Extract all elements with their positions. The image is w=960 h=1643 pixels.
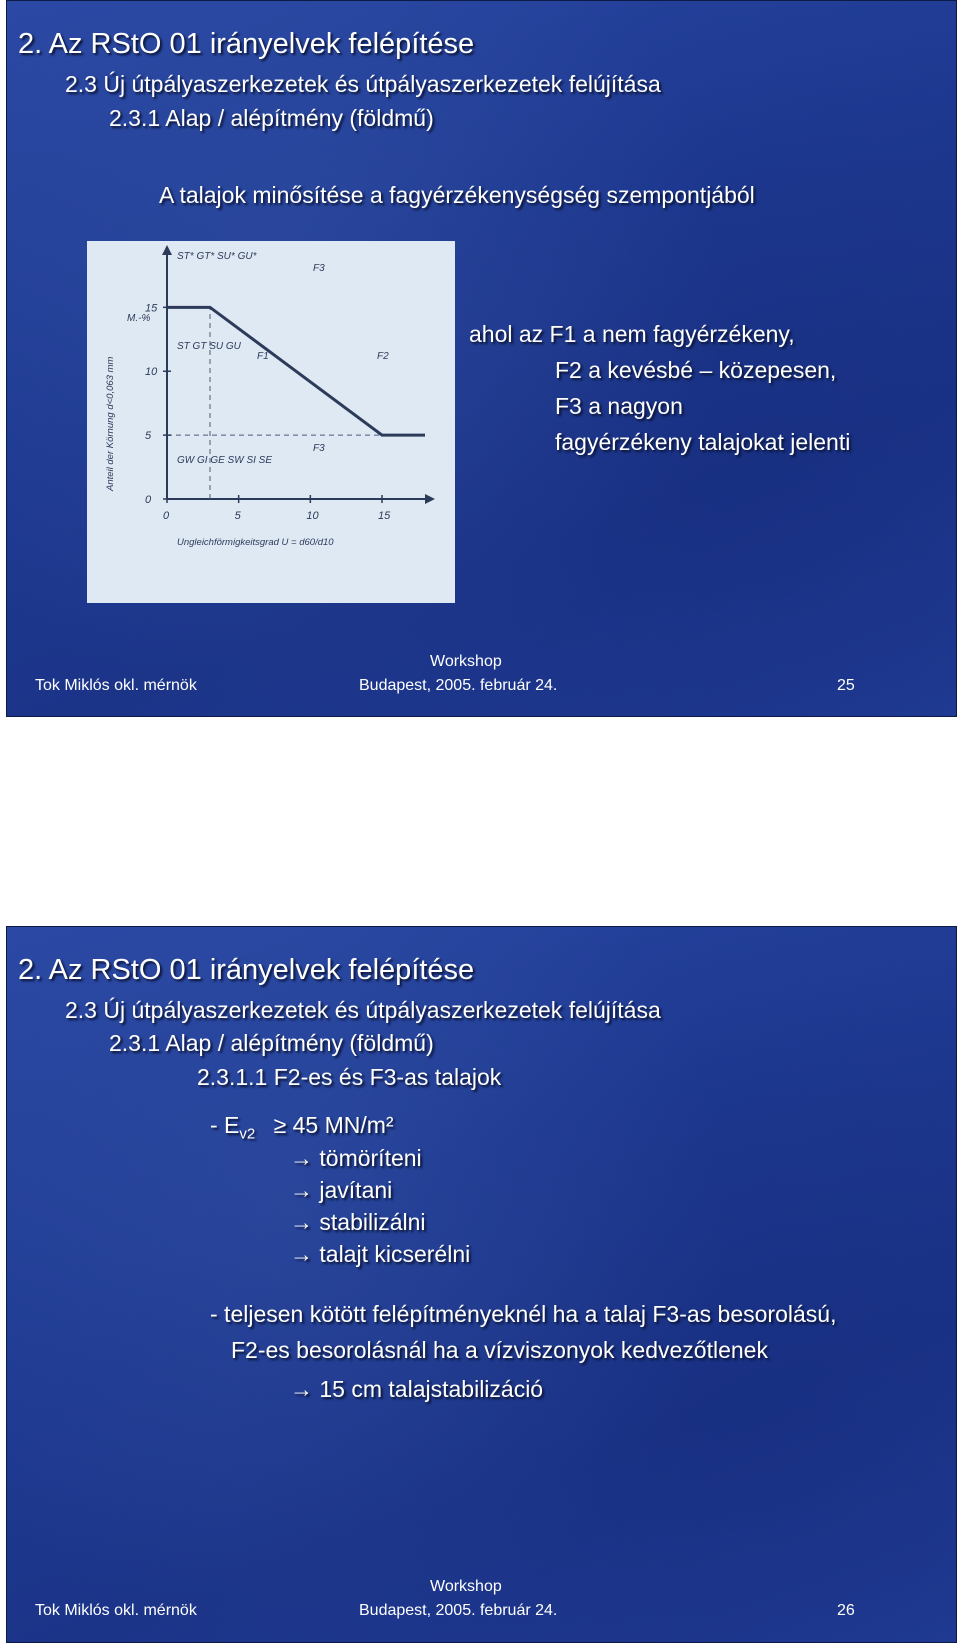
y-tick-label: 5 [145,430,152,443]
chart-svg [87,241,455,603]
slide-26 [6,926,957,1643]
legend-line-2: F2 a kevésbé – közepesen, [555,357,837,383]
y-axis-label: Anteil der Körnung d<0,063 mm [105,356,116,491]
slide-title: 2. Az RStO 01 irányelvek felépítése [18,28,475,60]
y-tick-label: 10 [145,366,158,379]
footer-event: Workshop [430,653,502,670]
action-item: → javítani [290,1177,393,1203]
slide-subtitle-1: 2.3 Új útpályaszerkezetek és útpályaszerkezetek felújítása [65,71,661,97]
zone-label: GW GI GE SW SI SE [177,455,273,466]
y-tick-label: 15 [145,302,158,315]
y-axis-arrow [162,245,172,255]
zone-label: ST* GT* SU* GU* [177,251,257,262]
action-item: → stabilizálni [290,1209,426,1235]
zone-label: F3 [313,443,325,454]
x-tick-label: 15 [378,510,391,522]
zone-label: F2 [377,351,389,362]
footer-page-number: 26 [837,1602,855,1619]
result-line: → 15 cm talajstabilizáció [290,1376,544,1402]
slide-subtitle-1: 2.3 Új útpályaszerkezetek és útpályaszerkezetek felújítása [65,997,661,1023]
y-tick-label: 0 [145,494,152,506]
ev-value: ≥ 45 MN/m² [273,1112,394,1138]
x-tick-label: 0 [163,510,170,522]
zone-label: F1 [257,351,269,362]
x-axis-arrow [425,494,435,504]
zone-label: ST GT SU GU [177,341,241,352]
footer-event: Workshop [430,1578,502,1595]
x-axis-label: Ungleichförmigkeitsgrad U = d60/d10 [177,537,334,548]
action-item: → tömöríteni [290,1145,422,1171]
zone-label: M.-% [127,313,151,324]
series-line [167,307,425,435]
slide-heading: A talajok minősítése a fagyérzékenységség szempontjából [159,182,755,208]
footer-place-date: Budapest, 2005. február 24. [359,677,558,694]
legend-line-3: F3 a nagyon [555,393,683,419]
ev-subscript: v2 [239,1125,256,1143]
footer-author: Tok Miklós okl. mérnök [35,1602,197,1619]
action-item: → talajt kicserélni [290,1241,471,1267]
frost-susceptibility-chart [87,241,455,603]
slide-title: 2. Az RStO 01 irányelvek felépítése [18,954,475,986]
footer-place-date: Budapest, 2005. február 24. [359,1602,558,1619]
legend-line-4: fagyérzékeny talajokat jelenti [555,429,851,455]
paragraph-line-2: F2-es besorolásnál ha a vízviszonyok kedvezőtlenek [231,1337,768,1363]
x-tick-label: 10 [306,510,319,522]
slide-subtitle-2: 2.3.1 Alap / alépítmény (földmű) [109,1030,434,1056]
paragraph-line-1: - teljesen kötött felépítményeknél ha a talaj F3-as besorolású, [210,1301,837,1327]
slide-25 [6,0,957,717]
slide-subtitle-3: 2.3.1.1 F2-es és F3-as talajok [197,1064,502,1090]
legend-line-1: ahol az F1 a nem fagyérzékeny, [469,321,795,347]
footer-page-number: 25 [837,677,855,694]
ev-prefix: - E [210,1112,240,1138]
zone-label: F3 [313,263,325,274]
footer-author: Tok Miklós okl. mérnök [35,677,197,694]
slide-subtitle-2: 2.3.1 Alap / alépítmény (földmű) [109,105,434,131]
ev2-requirement [210,1112,394,1143]
x-tick-label: 5 [234,510,241,522]
